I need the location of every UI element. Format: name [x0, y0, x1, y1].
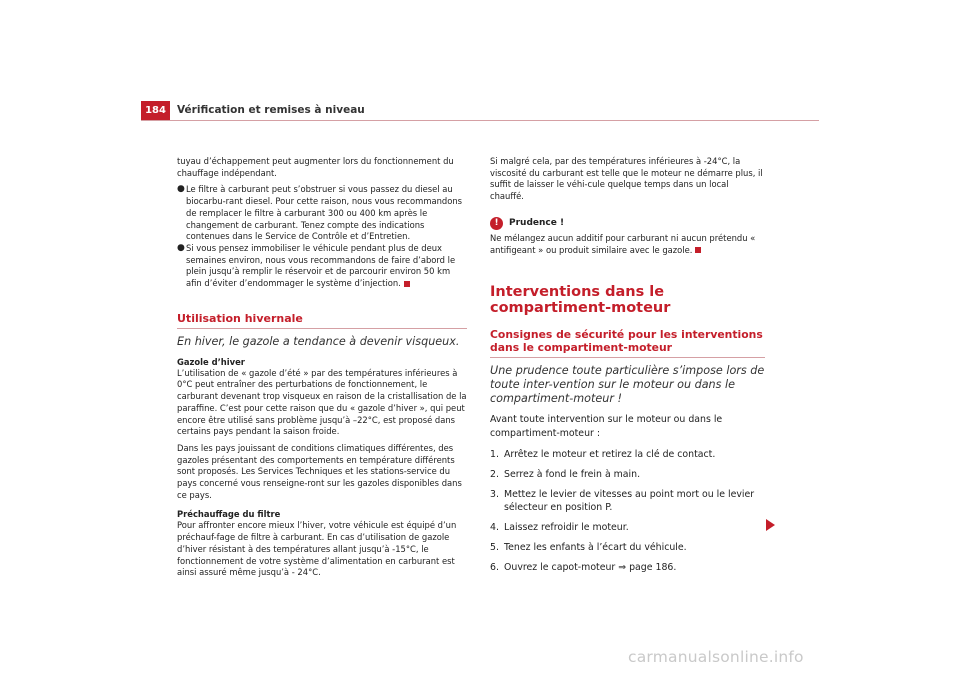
section-heading: Utilisation hivernale	[177, 312, 467, 329]
bullet-icon: ●	[177, 242, 185, 253]
lead-text: Avant toute intervention sur le moteur ou dans le compartiment-moteur :	[490, 414, 723, 439]
caution-box	[490, 217, 765, 230]
paragraph-viscosity: Si malgré cela, par des températures inférieures à -24°C, la viscosité du carburant est telle que le moteur ne démarre plus, il suffit de laisser le véhi-cule quelque temps dans un local chauffé.	[490, 156, 763, 202]
paragraph-climate: Dans les pays jouissant de conditions climatiques différentes, des gazoles présentant des comportements en température différents sont proposés. Les Services Techniques et les stations-service du pays concerné vous renseigne-ront sur les gazoles disponibles dans ce pays.	[177, 442, 462, 500]
section-intro: En hiver, le gazole a tendance à devenir visqueux.	[177, 334, 460, 348]
paragraph-exhaust: tuyau d’échappement peut augmenter lors du fonctionnement du chauffage indépendant.	[177, 156, 454, 178]
header-rule	[141, 120, 819, 121]
watermark: carmanualsonline.info	[628, 648, 804, 666]
section-end-icon	[695, 247, 701, 253]
left-column	[177, 156, 467, 579]
next-page-arrow-icon[interactable]	[766, 519, 775, 531]
list-item[interactable]: 6. Ouvrez le capot-moteur ⇒ page 186.	[490, 562, 677, 574]
bullet-item	[177, 184, 467, 243]
list-item: 3. Mettez le levier de vitesses au point mort ou le levier sélecteur en position P.	[490, 489, 755, 514]
safety-intro: Une prudence toute particulière s’impose lors de toute inter-vention sur le moteur ou dans le compartiment-moteur !	[490, 364, 765, 406]
steps-list	[490, 448, 765, 574]
right-column	[490, 156, 765, 581]
chapter-heading: Interventions dans le compartiment-moteur	[490, 284, 671, 317]
list-item: 5. Tenez les enfants à l’écart du véhicule.	[490, 542, 687, 554]
paragraph-winter-diesel: L’utilisation de « gazole d’été » par des températures inférieures à 0°C peut entraîner des perturbations de fonctionnement, le carburant devenant trop visqueux en raison de la cristallisation de la paraffine. C’est pour cette raison que du « gazole d’hiver », qui peut encore être utilisé sans problème jusqu’à –22°C, est proposé dans certains pays pendant la saison froide.	[177, 367, 467, 437]
paragraph-filter-preheating: Pour affronter encore mieux l’hiver, votre véhicule est équipé d’un préchauf-fage de filtre à carburant. En cas d’utilisation de gazole d’hiver résistant à des températures allant jusqu’à -15°C, le fonctionnement de votre système d’alimentation en carburant est ainsi assuré même jusqu’à - 24°C.	[177, 520, 457, 578]
caution-text: Ne mélangez aucun additif pour carburant ni aucun prétendu « antifigeant » ou produit similaire avec le gazole.	[490, 232, 756, 255]
list-item: 4. Laissez refroidir le moteur.	[490, 522, 629, 534]
bullet-item	[177, 243, 467, 290]
section-end-icon	[404, 281, 410, 287]
safety-heading: Consignes de sécurité pour les interventions dans le compartiment-moteur	[490, 328, 765, 358]
caution-title: Prudence !	[509, 218, 565, 229]
bullet-icon: ●	[177, 184, 185, 195]
page-number: 184	[141, 101, 170, 120]
subheading-filter-preheating: Préchauffage du filtre	[177, 509, 281, 520]
bullet-text: Le filtre à carburant peut s’obstruer si vous passez du diesel au biocarbu-rant diesel. Pour cette raison, nous vous recommandons de remplacer le filtre à carburant 300 ou 400 km après le changement de carburant. Tenez compte des indications contenues dans le Service de Contrôle et d’Entretien.	[186, 184, 463, 242]
bullet-text: Si vous pensez immobiliser le véhicule pendant plus de deux semaines environ, nous vous recommandons de faire d’abord le plein jusqu’à remplir le réservoir et de parcourir environ 50 km afin d’éviter d’endommager le système d’injection.	[186, 242, 456, 289]
caution-icon: !	[490, 217, 503, 230]
list-item: 2. Serrez à fond le frein à main.	[490, 469, 641, 481]
subheading-winter-diesel: Gazole d’hiver	[177, 356, 245, 367]
header-title: Vérification et remises à niveau	[177, 104, 365, 116]
list-item: 1. Arrêtez le moteur et retirez la clé de contact.	[490, 449, 716, 461]
